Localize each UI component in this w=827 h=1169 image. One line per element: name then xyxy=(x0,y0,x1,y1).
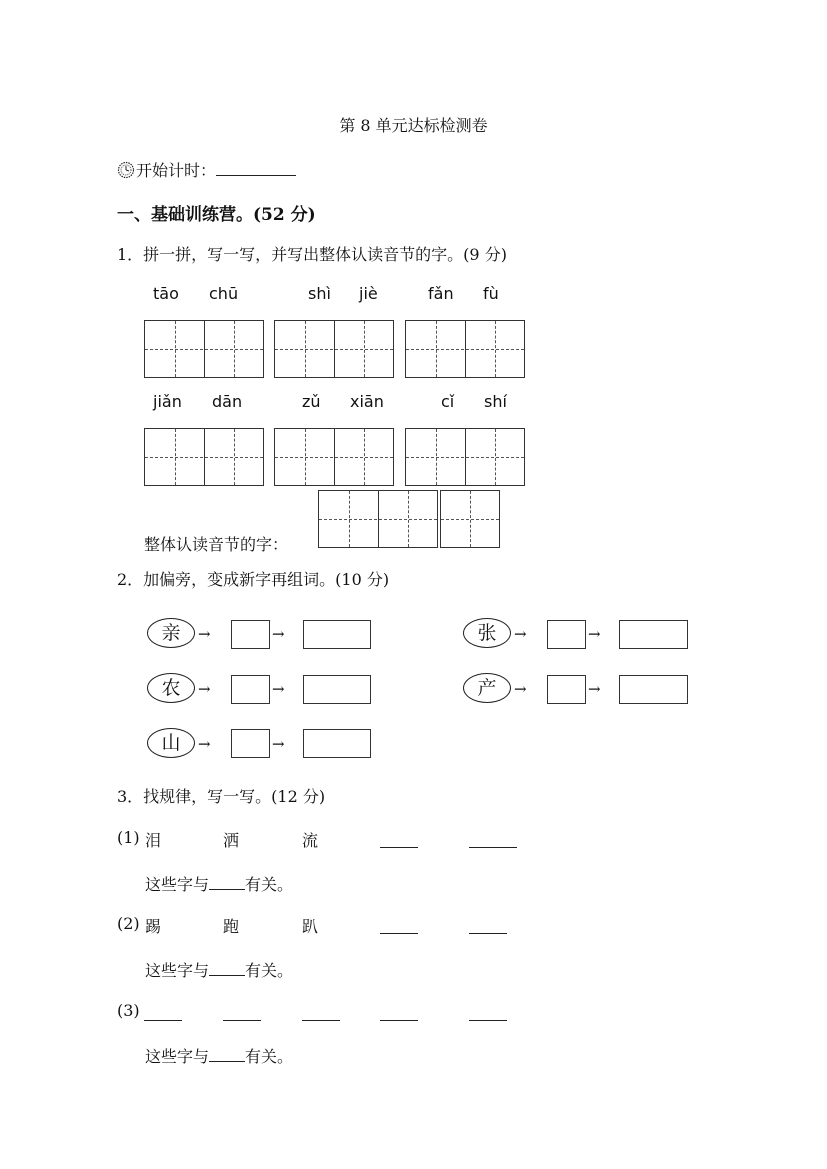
arrow-icon: → xyxy=(198,735,211,753)
relation-line xyxy=(145,872,293,895)
answer-box-word[interactable] xyxy=(619,675,688,704)
pinyin: cǐ xyxy=(441,392,455,411)
timer-label: 开始计时： xyxy=(136,161,217,180)
writing-grid[interactable] xyxy=(405,320,525,378)
answer-blank[interactable] xyxy=(380,1006,418,1025)
base-char: 亲 xyxy=(147,618,195,648)
page-title: 第 8 单元达标检测卷 xyxy=(339,116,488,135)
writing-grid[interactable] xyxy=(440,490,500,548)
question-2-prompt: 2．加偏旁，变成新字再组词。(10 分) xyxy=(117,570,390,589)
arrow-icon: → xyxy=(514,625,527,643)
pinyin: fǎn xyxy=(428,284,454,303)
answer-blank[interactable] xyxy=(469,1006,507,1025)
answer-box-char[interactable] xyxy=(547,675,586,704)
base-char: 张 xyxy=(463,618,511,648)
section-heading: 一、基础训练营。(52 分) xyxy=(117,205,316,225)
question-3-prompt: 3．找规律，写一写。(12 分) xyxy=(117,787,326,806)
relation-line xyxy=(145,1044,293,1067)
pattern-char: 泪 xyxy=(145,831,162,850)
relation-suffix: 有关。 xyxy=(245,875,294,894)
pinyin: xiān xyxy=(350,392,384,411)
writing-grid[interactable] xyxy=(405,428,525,486)
pattern-char: 流 xyxy=(302,831,319,850)
answer-box-char[interactable] xyxy=(231,620,270,649)
answer-blank[interactable] xyxy=(209,961,245,976)
whole-syllable-label: 整体认读音节的字： xyxy=(144,535,289,554)
arrow-icon: → xyxy=(198,680,211,698)
arrow-icon: → xyxy=(272,680,285,698)
part-label: (2) xyxy=(117,914,140,933)
pinyin: shì xyxy=(308,284,331,303)
pinyin: jiè xyxy=(359,284,378,303)
writing-grid[interactable] xyxy=(318,490,438,548)
pattern-char: 洒 xyxy=(223,831,240,850)
timer-row xyxy=(117,158,296,181)
timer-blank[interactable] xyxy=(216,161,296,176)
answer-box-char[interactable] xyxy=(231,675,270,704)
writing-grid[interactable] xyxy=(144,428,264,486)
answer-blank[interactable] xyxy=(380,919,418,938)
answer-blank[interactable] xyxy=(302,1006,340,1025)
pattern-char: 跑 xyxy=(223,917,240,936)
base-char: 农 xyxy=(147,673,195,703)
arrow-icon: → xyxy=(272,625,285,643)
answer-blank[interactable] xyxy=(380,833,418,852)
relation-suffix: 有关。 xyxy=(245,961,294,980)
answer-blank[interactable] xyxy=(469,919,507,938)
pinyin: tāo xyxy=(153,284,179,303)
answer-box-word[interactable] xyxy=(303,675,371,704)
pinyin: zǔ xyxy=(302,392,321,411)
answer-box-word[interactable] xyxy=(303,729,371,758)
answer-blank[interactable] xyxy=(469,833,517,852)
arrow-icon: → xyxy=(588,680,601,698)
pattern-char: 踢 xyxy=(145,917,162,936)
answer-box-word[interactable] xyxy=(303,620,371,649)
relation-prefix: 这些字与 xyxy=(145,875,210,894)
pinyin: chū xyxy=(209,284,239,303)
answer-blank[interactable] xyxy=(144,1006,182,1025)
writing-grid[interactable] xyxy=(274,320,394,378)
answer-box-word[interactable] xyxy=(619,620,688,649)
relation-line xyxy=(145,958,293,981)
arrow-icon: → xyxy=(514,680,527,698)
answer-blank[interactable] xyxy=(209,875,245,890)
arrow-icon: → xyxy=(272,735,285,753)
answer-box-char[interactable] xyxy=(231,729,270,758)
pinyin: jiǎn xyxy=(153,392,182,411)
relation-suffix: 有关。 xyxy=(245,1047,294,1066)
part-label: (1) xyxy=(117,828,140,847)
answer-blank[interactable] xyxy=(223,1006,261,1025)
base-char: 山 xyxy=(147,728,195,758)
question-1-prompt: 1．拼一拼，写一写，并写出整体认读音节的字。(9 分) xyxy=(117,245,507,264)
relation-prefix: 这些字与 xyxy=(145,961,210,980)
clock-icon xyxy=(117,161,135,179)
relation-prefix: 这些字与 xyxy=(145,1047,210,1066)
pinyin: shí xyxy=(484,392,507,411)
answer-box-char[interactable] xyxy=(547,620,586,649)
pinyin: dān xyxy=(212,392,243,411)
pinyin: fù xyxy=(483,284,499,303)
arrow-icon: → xyxy=(198,625,211,643)
pattern-char: 趴 xyxy=(302,917,319,936)
answer-blank[interactable] xyxy=(209,1047,245,1062)
part-label: (3) xyxy=(117,1001,140,1020)
base-char: 产 xyxy=(463,673,511,703)
writing-grid[interactable] xyxy=(274,428,394,486)
writing-grid[interactable] xyxy=(144,320,264,378)
arrow-icon: → xyxy=(588,625,601,643)
